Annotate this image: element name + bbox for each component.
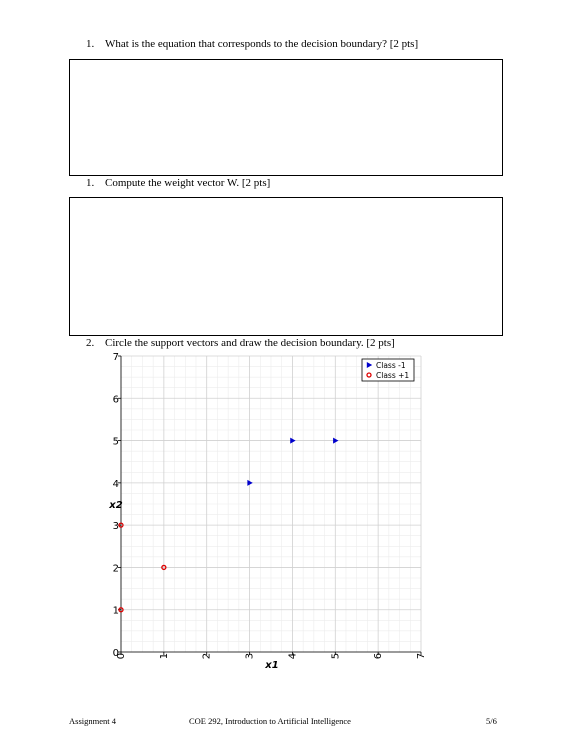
y-tick-label: 1 xyxy=(112,605,119,617)
x-tick-label: 2 xyxy=(201,652,213,660)
y-tick-label: 5 xyxy=(112,436,119,448)
legend-label: Class -1 xyxy=(376,361,406,370)
question-2-number: 1. xyxy=(86,177,95,189)
y-tick-label: 6 xyxy=(112,394,119,406)
data-point-class-minus1 xyxy=(290,438,295,444)
y-tick-label: 2 xyxy=(112,563,119,575)
footer-left: Assignment 4 xyxy=(69,716,116,726)
footer-center: COE 292, Introduction to Artificial Intelligence xyxy=(189,716,351,726)
x-tick-label: 5 xyxy=(330,652,342,660)
y-axis-label: x2 xyxy=(109,500,123,511)
question-3-text: Circle the support vectors and draw the decision boundary. [2 pts] xyxy=(105,337,395,349)
x-tick-label: 3 xyxy=(244,652,256,660)
y-tick-label: 7 xyxy=(112,352,119,363)
footer-right: 5/6 xyxy=(486,716,497,726)
data-point-class-minus1 xyxy=(247,480,252,486)
y-tick-label: 0 xyxy=(112,648,119,659)
x-axis-label: x1 xyxy=(265,660,279,671)
data-point-class-minus1 xyxy=(333,438,338,444)
x-tick-label: 0 xyxy=(116,652,127,660)
x-tick-label: 6 xyxy=(373,652,385,660)
question-3-number: 2. xyxy=(86,337,95,349)
question-2-text: Compute the weight vector W. [2 pts] xyxy=(105,177,271,189)
x-tick-label: 4 xyxy=(287,652,299,660)
y-tick-label: 4 xyxy=(112,478,119,490)
question-1-text: What is the equation that corresponds to the decision boundary? [2 pts] xyxy=(105,38,419,50)
x-tick-label: 1 xyxy=(158,652,170,660)
x-tick-label: 7 xyxy=(416,652,427,660)
y-tick-label: 3 xyxy=(112,521,119,533)
question-1-number: 1. xyxy=(86,38,95,50)
legend-label: Class +1 xyxy=(376,371,410,380)
